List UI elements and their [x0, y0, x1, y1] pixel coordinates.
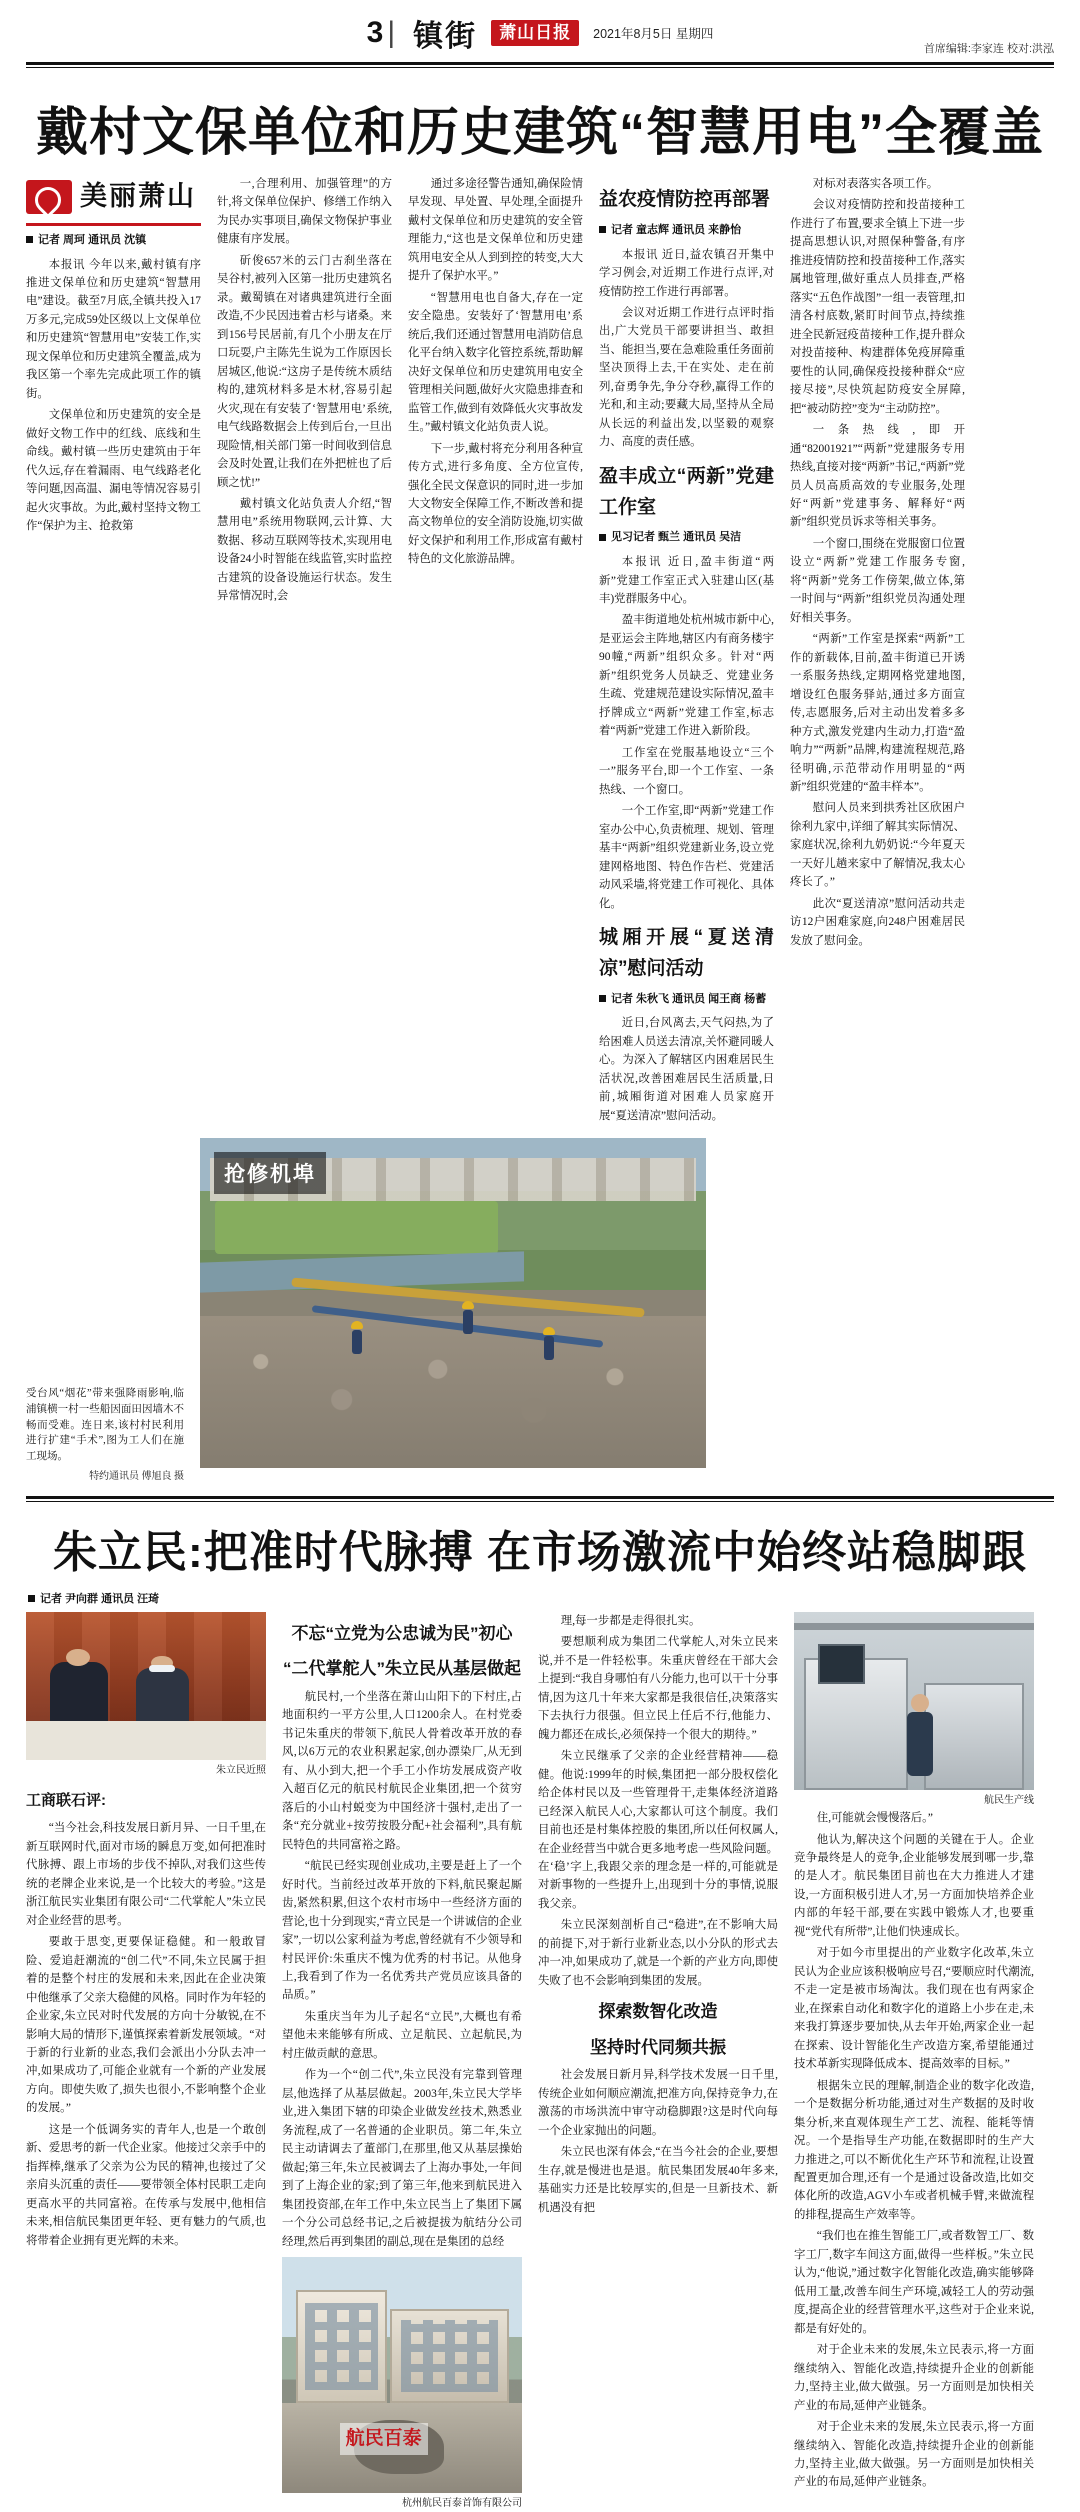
ceiling-pipe — [794, 1623, 1034, 1630]
paragraph: “两新”工作室是探索“两新”工作的新载体,目前,盈丰街道已开诱一系服务热线,定期网格党建地图,增设红色服务驿站,通过多方面宣传,志愿服务,后对主动出发着多多种方式,激发党建内生动力,打造“盈响力”“两新”品牌,构建流程规范,路径明确,示范带动作用明显的“两新”组织党建的“盈丰样本”。 — [790, 633, 965, 793]
bottom-col-1 — [26, 1612, 266, 2512]
windows — [305, 2303, 378, 2390]
beautiful-xiaoshan-logo — [26, 175, 201, 226]
subarticle-byline-3: 记者 朱秋飞 通讯员 闻王商 杨蓄 — [599, 991, 774, 1009]
top-col-5 — [790, 175, 965, 1128]
interview-photo-caption: 朱立民近照 — [216, 1764, 266, 1776]
photo-overlay-tag: 抢修机埠 — [214, 1152, 326, 1194]
paragraph: 本报讯 近日,盈丰街道“两新”党建工作室正式入驻建山区(基丰)党群服务中心。 — [599, 556, 774, 606]
paragraph: 对于如今市里提出的产业数字化改革,朱立民认为企业应该积极响应号召,“要顺应时代潮流,不走一定是被市场淘汰。我们现在也有两家企业,在探索自动化和数字化的道路上小步在走,未来我打算逐步要加快,从去年开始,两家企业一起在探索、设计智能化生产改造方案,希望能通过技术革新实现降低成本、提高效率的目标。” — [794, 1947, 1034, 2071]
bottom-subtitle-1a: 不忘“立党为公忠诚为民”初心 — [291, 1623, 513, 1643]
machine-right — [924, 1683, 1024, 1790]
paragraph: 一条热线,即开通“82001921”“两新”党建服务专用热线,直接对接“两新”书记,“两新”党员人员高质高效的专业服务,处理好“两新”党建事务、解释好“两新”组织党员诉求等相关事务。 — [790, 424, 965, 529]
paragraph: 要敢于思变,更要保证稳健。和一般敢冒险、爱追赶潮流的“创二代”不同,朱立民属于担着的是整个村庄的发展和未来,因此在企业决策中他继承了父亲大稳健的风格。同时作为年轻的企业家,朱立民对时代发展的方向十分敏锐,在不影响大局的情形下,谨慎探索着新发展领域。“对于新的行业新的业态,我们会派出小分队去冲一冲,如果成功了,可能企业就有一个新的产业发展方向。即使失败了,损失也很小,不影响整个企业的发展。” — [26, 1936, 266, 2115]
subarticle-title-3: 城厢开展“夏送清凉”慰问活动 — [599, 926, 774, 979]
paragraph: 这是一个低调务实的青年人,也是一个敢创新、爱思考的新一代企业家。他接过父亲手中的指挥棒,继承了父亲为公为民的精神,也接过了父亲肩头沉重的责任——要带领全体村民职工走向更高水平的共同富裕。在传承与发展中,他相信未来,相信航民集团更年轻、更有魅力的气质,也将带着企业拥有更光辉的未来。 — [26, 2123, 266, 2247]
paragraph: 近日,台风离去,天气闷热,为了给困难人员送去清凉,关怀避同暖人心。为深入了解辖区内困难居民生活状况,改善困难居民生活质量,日前,城厢街道对困难人员家庭开展“夏送清凉”慰问活动。 — [599, 1017, 774, 1122]
paragraph: 航民村,一个坐落在萧山山阳下的下村庄,占地面积约一平方公里,人口1200余人。在村党委书记朱重庆的带领下,航民人骨着改革开放的春风,以6万元的农业积累起家,创办漂染厂,从无到有、从小到大,把一个手工小作坊发展成资产收入超百亿元的航民村航民企业集团,把一个贫穷落后的小山村蜕变为中国经济十强村,走出了一条“充分就业+按劳按股分配+社会福利”,具有航民特色的共同富裕之路。 — [282, 1690, 522, 1851]
table-surface — [26, 1721, 266, 1759]
paragraph: 通过多途径警告通知,确保险情早发现、早处置、早处理,全面提升戴村文保单位和历史建筑的安全管理能力,“这也是文保单位和历史建筑用电安全从人到到控的转变,大大提升了保护水平。” — [408, 178, 583, 283]
building-right — [390, 2309, 509, 2403]
paragraph: 理,每一步都是走得很扎实。 — [560, 1614, 701, 1627]
building-image — [282, 2257, 522, 2493]
paragraph: 盈丰街道地处杭州城市新中心,是亚运会主阵地,辖区内有商务楼宇90幢,“两新”组织众多。针对“两新”组织党务人员缺乏、党建业务生疏、党建规范建设实际情况,盈丰抒牌成立“两新”党建工作室,标志着“两新”党建工作进入新阶段。 — [599, 614, 774, 738]
paragraph: 下一步,戴村将充分利用各种宣传方式,进行多角度、全方位宣传,强化全民文保意识的同时,进一步加大文物安全保障工作,不断改善和提高文物单位的安全消防设施,切实做好文保护和利用工作,形成富有戴村特色的文化旅游品牌。 — [408, 442, 583, 566]
bullet-icon — [599, 534, 606, 541]
paragraph: “当今社会,科技发展日新月异、一日千里,在新互联网时代,面对市场的瞬息万变,如何把准时代脉搏、跟上市场的步伐不掉队,对我们这些传统的老牌企业来说,是一个比较大的考验。”这是浙江航民实业集团有限公司“二代掌舵人”朱立民对企业经营的思考。 — [26, 1822, 266, 1927]
paragraph: 一个工作室,即“两新”党建工作室办公中心,负责梳理、规划、管理基丰“两新”组织党建新业务,设立党建网格地图、特色作告栏、党建活动风采墙,将党建工作可视化、具体化。 — [599, 805, 774, 910]
page-number: 3 | — [366, 16, 396, 49]
logo-text: 美丽萧山 — [80, 181, 196, 211]
paragraph: 慰问人员来到拱秀社区欣困户徐利九家中,详细了解其实际情况、家庭状况,徐利九奶奶说:“今年夏天一天好儿趟来家中了解情况,我太心疼长了。” — [790, 802, 965, 889]
photo-credit: 特约通讯员 傅旭良 摄 — [89, 1470, 185, 1482]
paragraph: 住,可能就会慢慢落后。” — [816, 1812, 933, 1825]
rice-field — [215, 1201, 498, 1254]
paragraph: 根据朱立民的理解,制造企业的数字化改造,一个是数据分析功能,通过对生产数据的及时收集分析,来直观体现生产工艺、流程、能耗等情况。一个是指导生产功能,在数据即时的生产大力推进之,可以不断优化生产环节和流程,让设置配置更加合理,还有一个是通过设备改造,比如交体化所的改造,AGV小车或者机械手臂,来做流程的排程,提高生产效率等。 — [794, 2079, 1034, 2221]
bottom-col-4 — [794, 1612, 1034, 2512]
paper-logo: 萧山日报 — [491, 20, 579, 46]
paragraph: 本报讯 近日,益农镇召开集中学习例会,对近期工作进行点评,对疫情防控工作进行再部署。 — [599, 248, 774, 298]
bottom-article-byline: 记者 尹向群 通讯员 汪琦 — [28, 1590, 1054, 1606]
paragraph: 朱重庆当年为儿子起名“立民”,大概也有希望他未来能够有所成、立足航民、立起航民,为村庄做贡献的意思。 — [282, 2010, 522, 2060]
bullet-icon — [26, 236, 33, 243]
paragraph: 会议对疫情防控和投苗接种工作进行了布置,要求全镇上下进一步提高思想认识,对照保种警备,有序推进疫情防控和投苗接种工作,落实属地管理,做好重点人员排查,严格落实“五色作战图”一组一表管理,扣清各村底数,紧盯时间节点,持续推进全民新冠疫苗接种工作,提升群众对投苗接种、构建群体免疫屏障重要性的认同,确保疫投接种群众“应接尽接”,尽快筑起防疫安全屏障,把“被动防控”变为“主动防控”。 — [790, 199, 965, 415]
paragraph: 工作室在党服基地设立“三个一”服务平台,即一个工作室、一条热线、一个窗口。 — [599, 746, 774, 796]
construction-rubble — [200, 1316, 706, 1468]
person-figure — [50, 1662, 108, 1724]
section-title: 镇街 — [413, 20, 478, 53]
top-col-2 — [217, 175, 392, 1128]
bullet-icon — [599, 226, 606, 233]
bullet-icon — [28, 1595, 35, 1602]
factory-photo-caption: 航民生产线 — [984, 1794, 1034, 1806]
paragraph: 他认为,解决这个问题的关键在于人。企业竞争最终是人的竞争,企业能够发展到哪一步,靠的是人才。航民集团目前也在大力推进人才建设,一方面积极引进人才,另一方面加快培养企业内部的年轻干部,要在实践中锻炼人才,也要重视“党代有所带”,让他们快速成长。 — [794, 1833, 1034, 1938]
subarticle-title-1: 益农疫情防控再部署 — [599, 189, 771, 210]
top-col-4 — [599, 175, 774, 1128]
top-article-columns — [26, 175, 1054, 1128]
factory-image — [794, 1612, 1034, 1790]
paragraph: 一,合理利用、加强管理”的方针,将文保单位保护、修缮工作纳入为民办实事项目,确保文物保护事业健康有序发展。 — [217, 178, 392, 246]
building-photo — [282, 2257, 522, 2493]
building-left — [296, 2290, 386, 2403]
interview-image — [26, 1612, 266, 1760]
windows — [401, 2320, 498, 2392]
building-sign: 航民百泰 — [340, 2423, 428, 2456]
repair-station-photo — [200, 1138, 706, 1468]
subarticle-title-2: 盈丰成立“两新”党建工作室 — [599, 465, 774, 518]
photo-caption-col — [26, 1138, 184, 1482]
top-col-1 — [26, 175, 201, 1128]
paragraph: 此次“夏送清凉”慰问活动共走访12户困难家庭,向248户困难居民发放了慰问金。 — [790, 897, 965, 947]
paragraph: 朱立民也深有体会,“在当今社会的企业,要想生存,就是慢进也是退。航民集团发展40年多来,基础实力还是比较厚实的,但是一旦新技术、新机遇没有把 — [538, 2146, 778, 2214]
person-figure — [136, 1668, 189, 1724]
masthead — [26, 0, 1054, 56]
section-divider-thin — [26, 1501, 1054, 1502]
commentary-title: 工商联石评: — [26, 1792, 106, 1810]
subarticle-byline-2: 见习记者 甄兰 通讯员 吴洁 — [599, 529, 774, 547]
paragraph: 社会发展日新月异,科学技术发展一日千里,传统企业如何顺应潮流,把准方向,保持竞争力,在激荡的市场洪流中审守动稳脚跟?这是时代向每一个企业家抛出的问题。 — [538, 2069, 778, 2137]
paragraph: 对于企业未来的发展,朱立民表示,将一方面继续纳入、智能化改造,持续提升企业的创新能力,坚持主业,做大做强。另一方面则是加快相关产业的布局,延伸产业链条。 — [794, 2344, 1034, 2412]
bottom-article-columns — [26, 1612, 1054, 2512]
paragraph: 文保单位和历史建筑的安全是做好文物工作中的红线、底线和生命线。戴村镇一些历史建筑由于年代久远,存在着漏雨、电气线路老化等问题,因高温、漏电等情况容易引起火灾事故。为此,戴村坚持文物工作“保护为主、抢救第 — [26, 409, 201, 533]
top-photo-block — [26, 1138, 1054, 1482]
worker-figure — [352, 1330, 362, 1354]
paragraph: 本报讯 今年以来,戴村镇有序推进文保单位和历史建筑“智慧用电”建设。截至7月底,全镇共投入17万多元,完成59处区级以上文保单位和历史建筑“智慧用电”安装工作,实现文保单位和历史建筑全覆盖,成为我区第一个率先完成此项工作的镇街。 — [26, 258, 201, 400]
bottom-subtitle-2b: 坚持时代同频共振 — [590, 2037, 726, 2057]
control-panel — [818, 1644, 865, 1684]
bottom-col-2 — [282, 1612, 522, 2512]
top-article-byline: 记者 周珂 通讯员 沈镇 — [26, 232, 201, 250]
building-photo-caption: 杭州航民百泰首饰有限公司 — [402, 2498, 522, 2510]
paragraph: 戴村镇文化站负责人介绍,“智慧用电”系统用物联网,云计算、大数据、移动互联网等技术,实现用电设备24小时智能在线监管,实时监控古建筑的设备设施运行状态。发生异常情况时,会 — [217, 497, 392, 603]
section-divider — [26, 1496, 1054, 1499]
paragraph: 对于企业未来的发展,朱立民表示,将一方面继续纳入、智能化改造,持续提升企业的创新能力,坚持主业,做大做强。另一方面则是加快相关产业的布局,延伸产业链条。 — [794, 2421, 1034, 2489]
paragraph: 作为一个“创二代”,朱立民没有完靠到管理层,他选择了从基层做起。2003年,朱立民大学毕业,进入集团下辖的印染企业做发丝技术,熟悉业务流程,成了一名普通的企业职员。第二年,朱立民主动请调去了董部门,在那里,他又从基层操始做起;第三年,朱立民被调去了上海办事处,一年间到了上海企业的家;到了第三年,他来到航民进入集团投资部,在年工作中,朱立民当上了集团下属一个分公司总经书记,之后被提拔为航结分公司经理,然后再到集团的副总,现在是集团的总经 — [282, 2069, 522, 2248]
publication-date: 2021年8月5日 星期四 — [593, 27, 714, 41]
paragraph: 要想顺利成为集团二代掌舵人,对朱立民来说,并不是一件轻松事。朱重庆曾经在干部大会上提到:“我自身哪怕有八分能力,也可以干十分事情,因为这几十年来大家都是我很信任,决策落实下去执行力很强。但立民上任后不行,他能力、魄力都还在成长,必须保持一个很大的期待。” — [538, 1636, 778, 1741]
spacer-col — [722, 1138, 880, 1482]
paragraph: “智慧用电也自备大,存在一定安全隐患。安装好了‘智慧用电’系统后,我们还通过智慧用电消防信息化平台纳入数字化管控系统,帮助解决好文保单位和历史建筑用电安全管理相关问题,做好火灾隐患排查和监管工作,做到有效降低火灾事故发生。”戴村镇文化站负责人说。 — [408, 291, 583, 434]
bullet-icon — [599, 995, 606, 1002]
paragraph: 朱立民继承了父亲的企业经营精神——稳健。他说:1999年的时候,集团把一部分股权偿化给企体村民以及一些管理骨干,走集体经济道路已经深入航民人心,大家都认可这个制度。我们目前也还是村集体控股的集团,所以任何权属人,在企业经营当中就合更多地考虑一些风险问题。在‘稳’字上,我跟父亲的理念是一样的,可能就是对新事物的一些提升上,出现到十分的事情,说服我父亲。 — [538, 1750, 778, 1910]
subarticle-byline-1: 记者 童志辉 通讯员 来静怡 — [599, 222, 774, 240]
paragraph: 会议对近期工作进行点评时指出,广大党员干部要讲担当、敢担当、能担当,要在急难险重任务面前坚决顶得上去,干在实处、走在前列,奋勇争先,争分夺秒,赢得工作的光和,和主动;要藏大局,坚持从全局从长远的利益出发,以坚毅的观察力、高度的责任感。 — [599, 306, 774, 449]
factory-photo — [794, 1612, 1034, 1790]
spacer-col-2 — [896, 1138, 1054, 1482]
paragraph: 一个窗口,围绕在党服窗口位置设立“两新”党建工作服务专窗,将“两新”党务工作傍架,做立体,第一时间与“两新”组织党员沟通处理好相关事务。 — [790, 537, 965, 624]
top-col-3 — [408, 175, 583, 1128]
bottom-subtitle-1b: “二代掌舵人”朱立民从基层做起 — [283, 1659, 521, 1679]
masthead-rule — [26, 62, 1054, 65]
bottom-subtitle-2a: 探索数智化改造 — [598, 2002, 718, 2022]
bottom-article-headline: 朱立民:把准时代脉搏 在市场激流中始终站稳脚跟 — [53, 1527, 1027, 1577]
paragraph: 朱立民深刻剖析自己“稳进”,在不影响大局的前提下,对于新行业新业态,以小分队的形式去冲一冲,如果成功了,就是一个新的产业方向,即使失败了也不会影响到集团的发展。 — [538, 1919, 778, 1987]
paragraph: “航民已经实现创业成功,主要是赶上了一个好时代。当前经过改革开放的下料,航民聚起厮齿,紧然积累,但这个农村市场中一些经济方面的营论,也十分到现实,“青立民是一个讲诚信的企业家”,一切以公家利益为考虑,曾经就有不少领导和村民评价:朱重庆不愧为优秀的村书记。从他身上,我看到了作为一名优秀共产党员应该具备的品质。” — [282, 1860, 522, 2002]
masthead-separator: | — [387, 16, 396, 49]
paragraph: 斫俊657米的云门古刹坐落在吴谷村,被列入区第一批历史建筑名录。戴蜀镇在对诸典建筑进行全面改造,不少民因违着古杉与诸桑。来到156号民居前,有几个小册友在厅口玩耍,户主陈先生说为工作原因长居城区,他说:“这房子是传统木质结构的,建筑材料多是木材,容易引起火灾,现在有安装了‘智慧用电’系统,电气线路数据会上传到后台,一旦出现险情,相关部门第一时间收到信息会及时处置,让我们在外把桩也了后顾之忧!” — [217, 254, 392, 489]
top-article-headline: 戴村文保单位和历史建筑“智慧用电”全覆盖 — [35, 104, 1044, 162]
worker-figure — [463, 1310, 473, 1334]
masthead-rule-thin — [26, 67, 1054, 68]
bottom-col-3 — [538, 1612, 778, 2512]
worker-figure — [544, 1336, 554, 1360]
paragraph: “我们也在推生智能工厂,或者数智工厂、数字工厂,数字车间这方面,做得一些样板。”朱立民认为,“他说,”通过数字化智能化改造,确实能够降低用工量,改善车间生产环境,减轻工人的劳动强度,提高企业的经营管理水平,这些对于企业来说,都是有好处的。 — [794, 2230, 1034, 2335]
editor-credits: 首席编辑:李家连 校对:洪泓 — [923, 43, 1054, 55]
flame-icon — [26, 180, 72, 214]
photo-caption: 受台风“烟花”带来强降雨影响,临浦镇横一村一些船因面田因墙木不畅而受难。连日来,该村村民利用进行扩建“手术”,图为工人们在施工现场。 — [26, 1388, 185, 1463]
paragraph: 对标对表落实各项工作。 — [812, 178, 939, 190]
interview-photo — [26, 1612, 266, 1760]
worker-figure — [907, 1712, 933, 1776]
